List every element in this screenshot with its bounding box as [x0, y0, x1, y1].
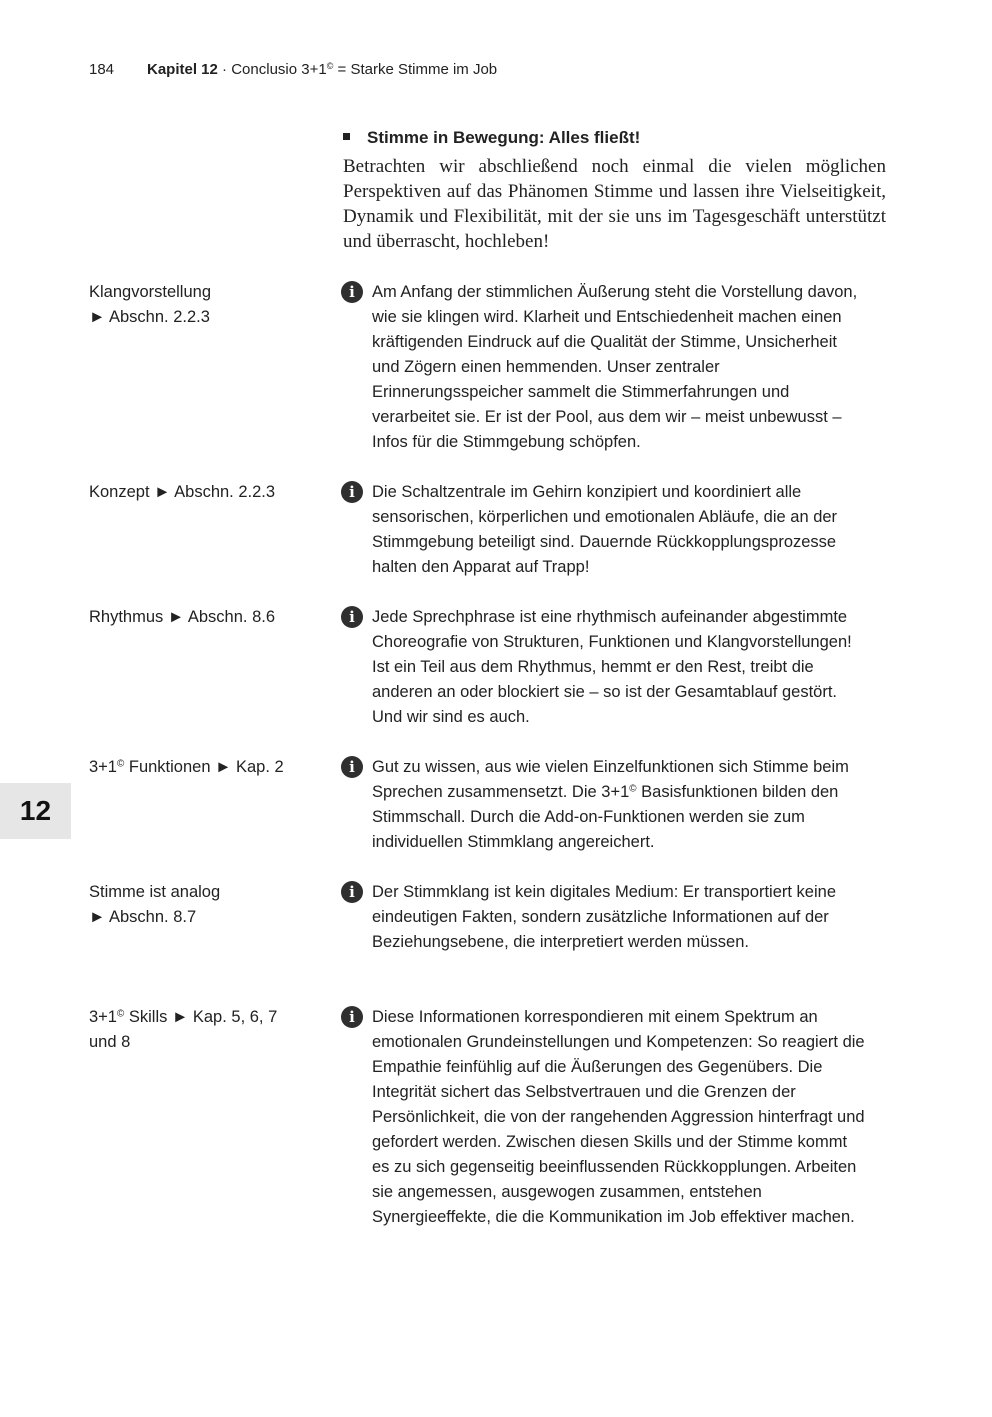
chapter-label: Kapitel 12: [147, 61, 218, 78]
side-reference-text: Klangvorstellung: [89, 283, 211, 301]
header-title-prefix: Conclusio 3+1: [231, 61, 327, 78]
side-reference: [89, 280, 319, 330]
info-text-start: Gut zu wissen, aus wie vielen Einzelfunktionen sich Stimme beim Sprechen zusammensetzt. Die 3+1: [372, 758, 849, 801]
side-reference-text: Konzept ► Abschn. 2.2.3: [89, 483, 276, 501]
copyright-mark: ©: [629, 783, 637, 795]
copyright-mark: ©: [117, 758, 125, 770]
info-text: Am Anfang der stimmlichen Äußerung steht die Vorstellung davon, wie sie klingen wird. Klarheit und Entschiedenheit machen einen kräftigenden Eindruck auf die Qualität der Stimme, Unsicherheit und Zögern einen hemmenden. Unser zentraler Erinnerungsspeicher sammelt die Stimmerfahrungen und verarbeitet sie. Er ist der Pool, aus dem wir – meist unbewusst – Infos für die Stimmgebung schöpfen.: [372, 283, 858, 451]
section-heading-text: Stimme in Bewegung: Alles fließt!: [367, 128, 641, 147]
page-number: 184: [89, 61, 115, 78]
side-reference-text: Rhythmus ► Abschn. 8.6: [89, 608, 276, 626]
side-reference-text: Stimme ist analog: [89, 883, 221, 901]
info-icon: i: [341, 606, 363, 628]
header-title-suffix: = Starke Stimme im Job: [333, 61, 498, 78]
intro-paragraph: Betrachten wir abschließend noch einmal die vielen möglichen Perspektiven auf das Phänomen Stimme und lassen ihre Vielseitigkeit, Dynamik und Flexibilität, mit der sie uns im Tagesgeschäft unterstützt und überrascht, hochleben!: [343, 156, 886, 252]
side-reference: [89, 880, 319, 930]
square-bullet-icon: [343, 133, 350, 140]
info-text: Diese Informationen korrespondieren mit einem Spektrum an emotionalen Grundeinstellungen und Kompetenzen: So reagiert die Empathie feinfühlig auf die Äußerungen des Gegenübers. Die Integrität sichert das Selbstvertrauen und die Grenzen der Persönlichkeit, die von der rangehenden Aggression hinterfragt und gefordert werden. Zwischen diesen Skills und der Stimme kommt es zu sich gegenseitig beeinflussenden Rückkopplungen. Arbeiten sie angemessen, ausgewogen zusammen, entstehen Synergieeffekte, die die Kommunikation im Job effektiver machen.: [372, 1008, 865, 1226]
info-icon: i: [341, 881, 363, 903]
side-reference-text: 3+1: [89, 758, 117, 776]
info-icon: i: [341, 281, 363, 303]
info-text: Der Stimmklang ist kein digitales Medium: Er transportiert keine eindeutigen Fakten, sondern zusätzliche Informationen auf der Beziehungsebene, die interpretiert werden müssen.: [372, 883, 837, 951]
copyright-mark: ©: [326, 61, 334, 72]
side-reference-text-end: Funktionen ► Kap. 2: [124, 758, 284, 776]
side-reference: [89, 1005, 319, 1055]
side-reference-link: ► Abschn. 8.7: [89, 908, 197, 926]
side-reference-text-end: Skills ► Kap. 5, 6, 7: [124, 1008, 278, 1026]
side-reference-text: 3+1: [89, 1008, 117, 1026]
copyright-mark: ©: [117, 1008, 125, 1020]
side-reference-link: und 8: [89, 1033, 131, 1051]
info-icon: i: [341, 1006, 363, 1028]
info-text: [372, 755, 867, 855]
info-text: Die Schaltzentrale im Gehirn konzipiert und koordiniert alle sensorischen, körperlichen und emotionalen Abläufe, die an der Stimmgebung beteiligt sind. Dauernde Rückkopplungsprozesse halten den Apparat auf Trapp!: [372, 483, 838, 576]
running-header: [89, 61, 497, 78]
side-reference: [89, 755, 319, 780]
section-heading: [343, 128, 640, 148]
side-reference: [89, 480, 319, 505]
info-icon: i: [341, 481, 363, 503]
header-separator: ·: [217, 61, 232, 78]
side-reference: [89, 605, 319, 630]
side-reference-link: ► Abschn. 2.2.3: [89, 308, 210, 326]
info-icon: i: [341, 756, 363, 778]
info-text-end: Basisfunktionen bilden den Stimmschall. Durch die Add-on-Funktionen werden sie zum individuellen Stimmklang angereichert.: [372, 783, 839, 851]
info-text: Jede Sprechphrase ist eine rhythmisch aufeinander abgestimmte Choreografie von Strukturen, Funktionen und Klangvorstellungen! Ist ein Teil aus dem Rhythmus, hemmt er den Rest, treibt die anderen an oder blockiert sie – so ist der Gesamtablauf gestört. Und wir sind es auch.: [372, 608, 852, 726]
chapter-thumb-tab: 12: [0, 783, 71, 839]
